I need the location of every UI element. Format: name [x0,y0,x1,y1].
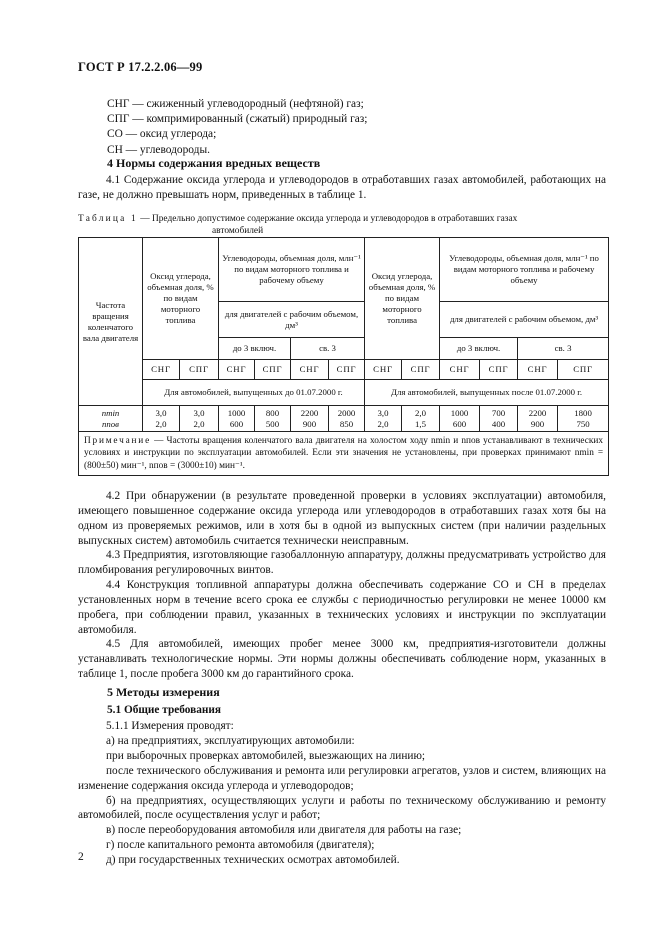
npov-label: nпов [101,418,119,429]
table-value-cell: 3,0 2,0 [180,406,219,432]
table-value-cell: 1000 600 [440,406,480,432]
list-item: 5.1.1 Измерения проводят: [106,720,234,732]
table-note [79,432,609,476]
table-value-cell: 2,0 1,5 [402,406,440,432]
table-fuel-header: СНГ [440,360,480,380]
table-value-cell: 1000 600 [219,406,255,432]
table-ch-header: Углеводороды, объемная доля, млн⁻¹ по видам моторного топлива и рабочему объему [440,238,609,302]
table-co-header: Оксид углерода, объемная доля, % по видам моторного топлива [143,238,219,360]
table-note-text: — Частоты вращения коленчатого вала двигателя на холостом ходу nmin и nпов устанавливают в технических условиях и инструкции по эксплуатации автомобилей. Если эти значения не установлены, при проверках принимают nmin = (800±50) мин⁻¹, nпов = (3000±10) мин⁻¹. [84,436,604,471]
section-5-title: 5 Методы измерения [107,685,220,699]
table-fuel-header: СПГ [329,360,365,380]
page-number: 2 [78,851,84,863]
abbreviation-item: СНГ — сжиженный углеводородный (нефтяной) газ; [107,98,364,110]
table-over-3: св. 3 [518,338,609,360]
table-value-cell: 3,0 2,0 [143,406,180,432]
table-after-2000: Для автомобилей, выпущенных после 01.07.2000 г. [365,380,609,406]
paragraph-4-3: 4.3 Предприятия, изготовляющие газобаллонную аппаратуру, должны предусматривать устройство для пломбирования регулировочных винтов. [78,549,606,576]
abbreviation-item: СН — углеводороды. [107,143,210,156]
list-item: в) после переоборудования автомобиля или двигателя для работы на газе; [106,824,462,837]
abbreviation-list [107,97,367,158]
table-value-cell: 3,0 2,0 [365,406,402,432]
table-speed-labels [79,406,143,432]
paragraph-4-1: 4.1 Содержание оксида углерода и углеводородов в отработавших газах автомобилей, работающих на газе, не должно превышать норм, приведенных в таблице 1. [78,174,606,201]
abbreviation-item: СПГ — компримированный (сжатый) природный газ; [107,113,368,126]
paragraph-4-2: 4.2 При обнаружении (в результате проведенной проверки в условиях эксплуатации) автомобиля, имеющего повышенное содержание оксида углерода или углеводородов в отработавших газах хотя бы на одном из проверяемых режимов, или в хотя бы в одной из выпускных систем (при наличии раздельных выпускных систем) автомобиль считается технически неисправным. [78,490,606,547]
table-fuel-header: СНГ [365,360,402,380]
abbreviation-item: СО — оксид углерода; [107,128,217,141]
table-fuel-header: СНГ [143,360,180,380]
table-caption-label: Таблица 1 [78,214,138,224]
table-up-to-3: до 3 включ. [219,338,291,360]
nmin-label: nmin [101,407,120,418]
table-fuel-header: СНГ [518,360,558,380]
table-fuel-header: СНГ [219,360,255,380]
table-fuel-header: СНГ [291,360,329,380]
list-item: д) при государственных технических осмотрах автомобилей. [106,854,400,867]
list-item: при выборочных проверках автомобилей, выезжающих на линию; [106,749,426,762]
table-value-cell: 2200 900 [518,406,558,432]
table-over-3: св. 3 [291,338,365,360]
paragraph-4-4: 4.4 Конструкция топливной аппаратуры должна обеспечивать содержание СО и СН в пределах установленных норм в течение всего срока ее службы с периодичностью регулировки не менее 10000 км пробега, при соблюдении правил, указанных в технических условиях и инструкции по эксплуатации автомобиля. [78,579,606,636]
list-item: б) на предприятиях, осуществляющих услуги и работы по техническому обслуживанию и ремонту автомобилей, после осуществления услуг и работ; [78,794,606,822]
table-value-cell: 1800 750 [558,406,609,432]
list-item: после технического обслуживания и ремонта или регулировки агрегатов, узлов и систем, влияющих на изменение содержания оксида углерода и углеводородов; [78,764,606,792]
table-up-to-3: до 3 включ. [440,338,518,360]
table-caption-text-2: автомобилей [212,226,264,236]
table-note-label: Примечание [84,436,151,446]
table-fuel-header: СПГ [180,360,219,380]
table-value-cell: 2200 900 [291,406,329,432]
list-item: а) на предприятиях, эксплуатирующих автомобили: [106,734,355,747]
table-fuel-header: СПГ [255,360,291,380]
table-engines-header: для двигателей с рабочим объемом, дм³ [440,302,609,338]
section-4-title: 4 Нормы содержания вредных веществ [107,156,321,170]
table-fuel-header: СПГ [402,360,440,380]
table-caption [78,213,618,237]
table-co-header: Оксид углерода, объемная доля, % по видам моторного топлива [365,238,440,360]
norms-table [78,237,609,476]
subsection-5-1-title: 5.1 Общие требования [107,704,221,716]
measurement-list [78,719,606,868]
paragraph-4-5: 4.5 Для автомобилей, имеющих пробег менее 3000 км, предприятия-изготовители должны устанавливать технологические нормы. Эти нормы должны обеспечивать соблюдение норм, указанных в таблице 1, после пробега 3000 км до гарантийного срока. [78,638,606,680]
document-header: ГОСТ Р 17.2.2.06—99 [78,60,203,74]
list-item: г) после капитального ремонта автомобиля (двигателя); [106,839,375,852]
table-ch-header: Углеводороды, объемная доля, млн⁻¹ по видам моторного топлива и рабочему объему [219,238,365,302]
table-rowhead: Частота вращения коленчатого вала двигателя [79,238,143,406]
table-caption-text: — Предельно допустимое содержание оксида углерода и углеводородов в отработавших газах [137,214,518,224]
table-fuel-header: СПГ [558,360,609,380]
table-value-cell: 800 500 [255,406,291,432]
table-value-cell: 2000 850 [329,406,365,432]
table-fuel-header: СПГ [480,360,518,380]
table-engines-header: для двигателей с рабочим объемом, дм³ [219,302,365,338]
table-value-cell: 700 400 [480,406,518,432]
table-before-2000: Для автомобилей, выпущенных до 01.07.2000 г. [143,380,365,406]
